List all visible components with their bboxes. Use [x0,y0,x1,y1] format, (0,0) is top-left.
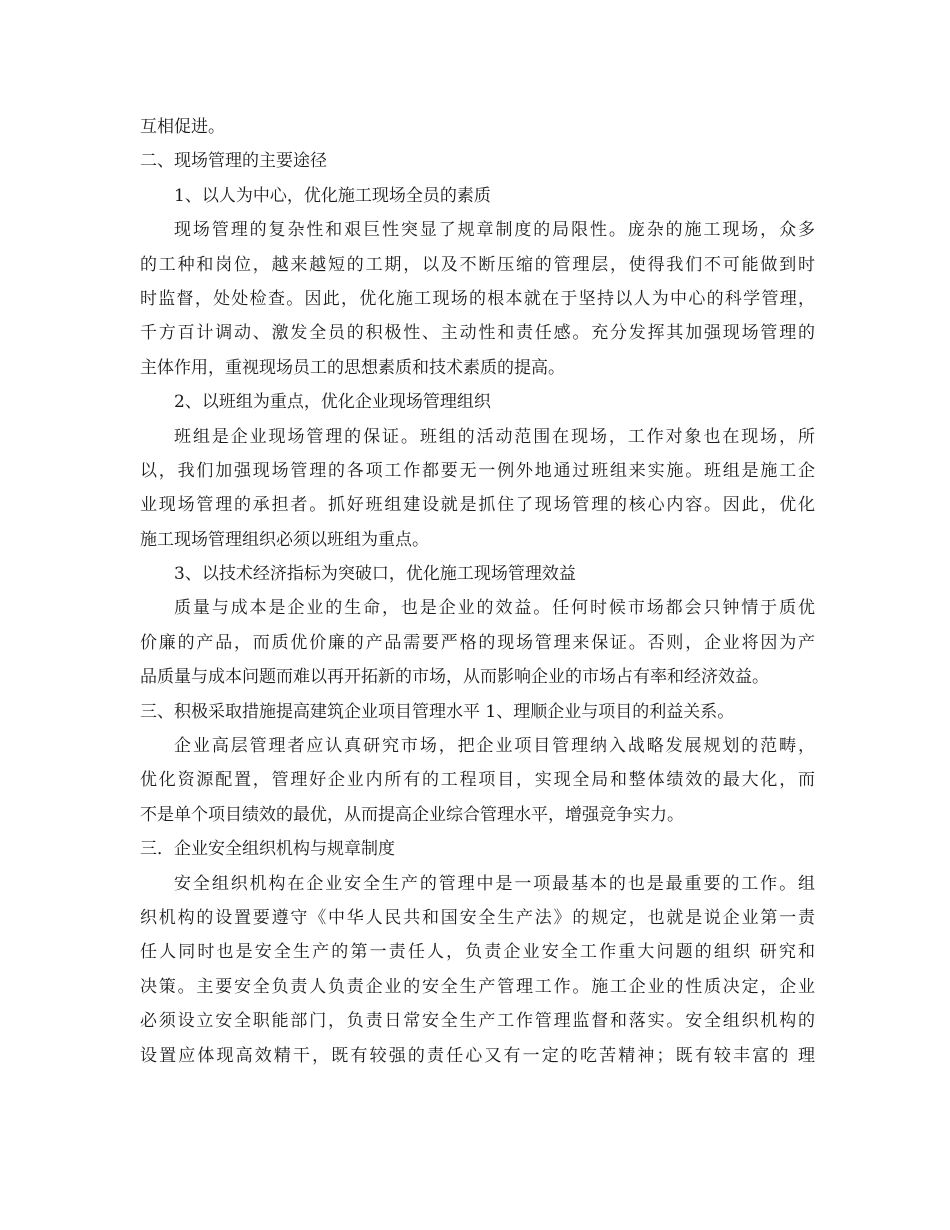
document-body [140,110,815,1073]
text-line: 企业高层管理者应认真研究市场，把企业项目管理纳入战略发展规划的范畴， [174,736,815,757]
text-line: 必须设立安全职能部门，负责日常安全生产工作管理监督和落实。安全组织机构的 [140,1011,815,1032]
text-line: 任人同时也是安全生产的第一责任人，负责企业安全工作重大问题的组织 研究和 [140,942,815,963]
text-line: 的工种和岗位，越来越短的工期，以及不断压缩的管理层，使得我们不可能做到时 [140,254,815,275]
text-line: 2、以班组为重点，优化企业现场管理组织 [174,392,491,413]
text-line: 业现场管理的承担者。抓好班组建设就是抓住了现场管理的核心内容。因此，优化 [140,495,815,516]
text-line: 施工现场管理组织必须以班组为重点。 [140,529,429,550]
text-line: 互相促进。 [140,117,225,137]
text-line: 优化资源配置，管理好企业内所有的工程项目，实现全局和整体绩效的最大化，而 [140,770,815,791]
text-line: 3、以技术经济指标为突破口，优化施工现场管理效益 [174,564,576,585]
text-line: 织机构的设置要遵守《中华人民共和国安全生产法》的规定，也就是说企业第一责 [140,907,815,928]
text-line: 不是单个项目绩效的最优，从而提高企业综合管理水平，增强竞争实力。 [140,804,684,825]
text-line: 1、以人为中心，优化施工现场全员的素质 [174,185,491,206]
text-line: 三．企业安全组织机构与规章制度 [140,839,395,860]
text-line: 以，我们加强现场管理的各项工作都要无一例外地通过班组来实施。班组是施工企 [140,460,815,481]
text-line: 设置应体现高效精干，既有较强的责任心又有一定的吃苦精神；既有较丰富的 理 [140,1045,815,1066]
text-line: 班组是企业现场管理的保证。班组的活动范围在现场，工作对象也在现场，所 [174,426,815,447]
text-line: 二、现场管理的主要途径 [140,151,327,172]
text-line: 决策。主要安全负责人负责企业的安全生产管理工作。施工企业的性质决定，企业 [140,976,815,997]
text-line: 三、积极采取措施提高建筑企业项目管理水平 1、理顺企业与项目的利益关系。 [140,701,735,722]
text-line: 主体作用，重视现场员工的思想素质和技术素质的提高。 [140,357,565,378]
text-line: 品质量与成本问题而难以再开拓新的市场，从而影响企业的市场占有率和经济效益。 [140,667,769,688]
text-line: 安全组织机构在企业安全生产的管理中是一项最基本的也是最重要的工作。组 [174,873,815,894]
text-line: 价廉的产品，而质优价廉的产品需要严格的现场管理来保证。否则，企业将因为产 [140,632,815,653]
text-line: 时监督，处处检查。因此，优化施工现场的根本就在于坚持以人为中心的科学管理， [140,288,815,309]
text-line: 现场管理的复杂性和艰巨性突显了规章制度的局限性。庞杂的施工现场，众多 [174,220,815,241]
text-line: 千方百计调动、激发全员的积极性、主动性和责任感。充分发挥其加强现场管理的 [140,323,815,344]
text-line: 质量与成本是企业的生命，也是企业的效益。任何时候市场都会只钟情于质优 [174,598,815,619]
